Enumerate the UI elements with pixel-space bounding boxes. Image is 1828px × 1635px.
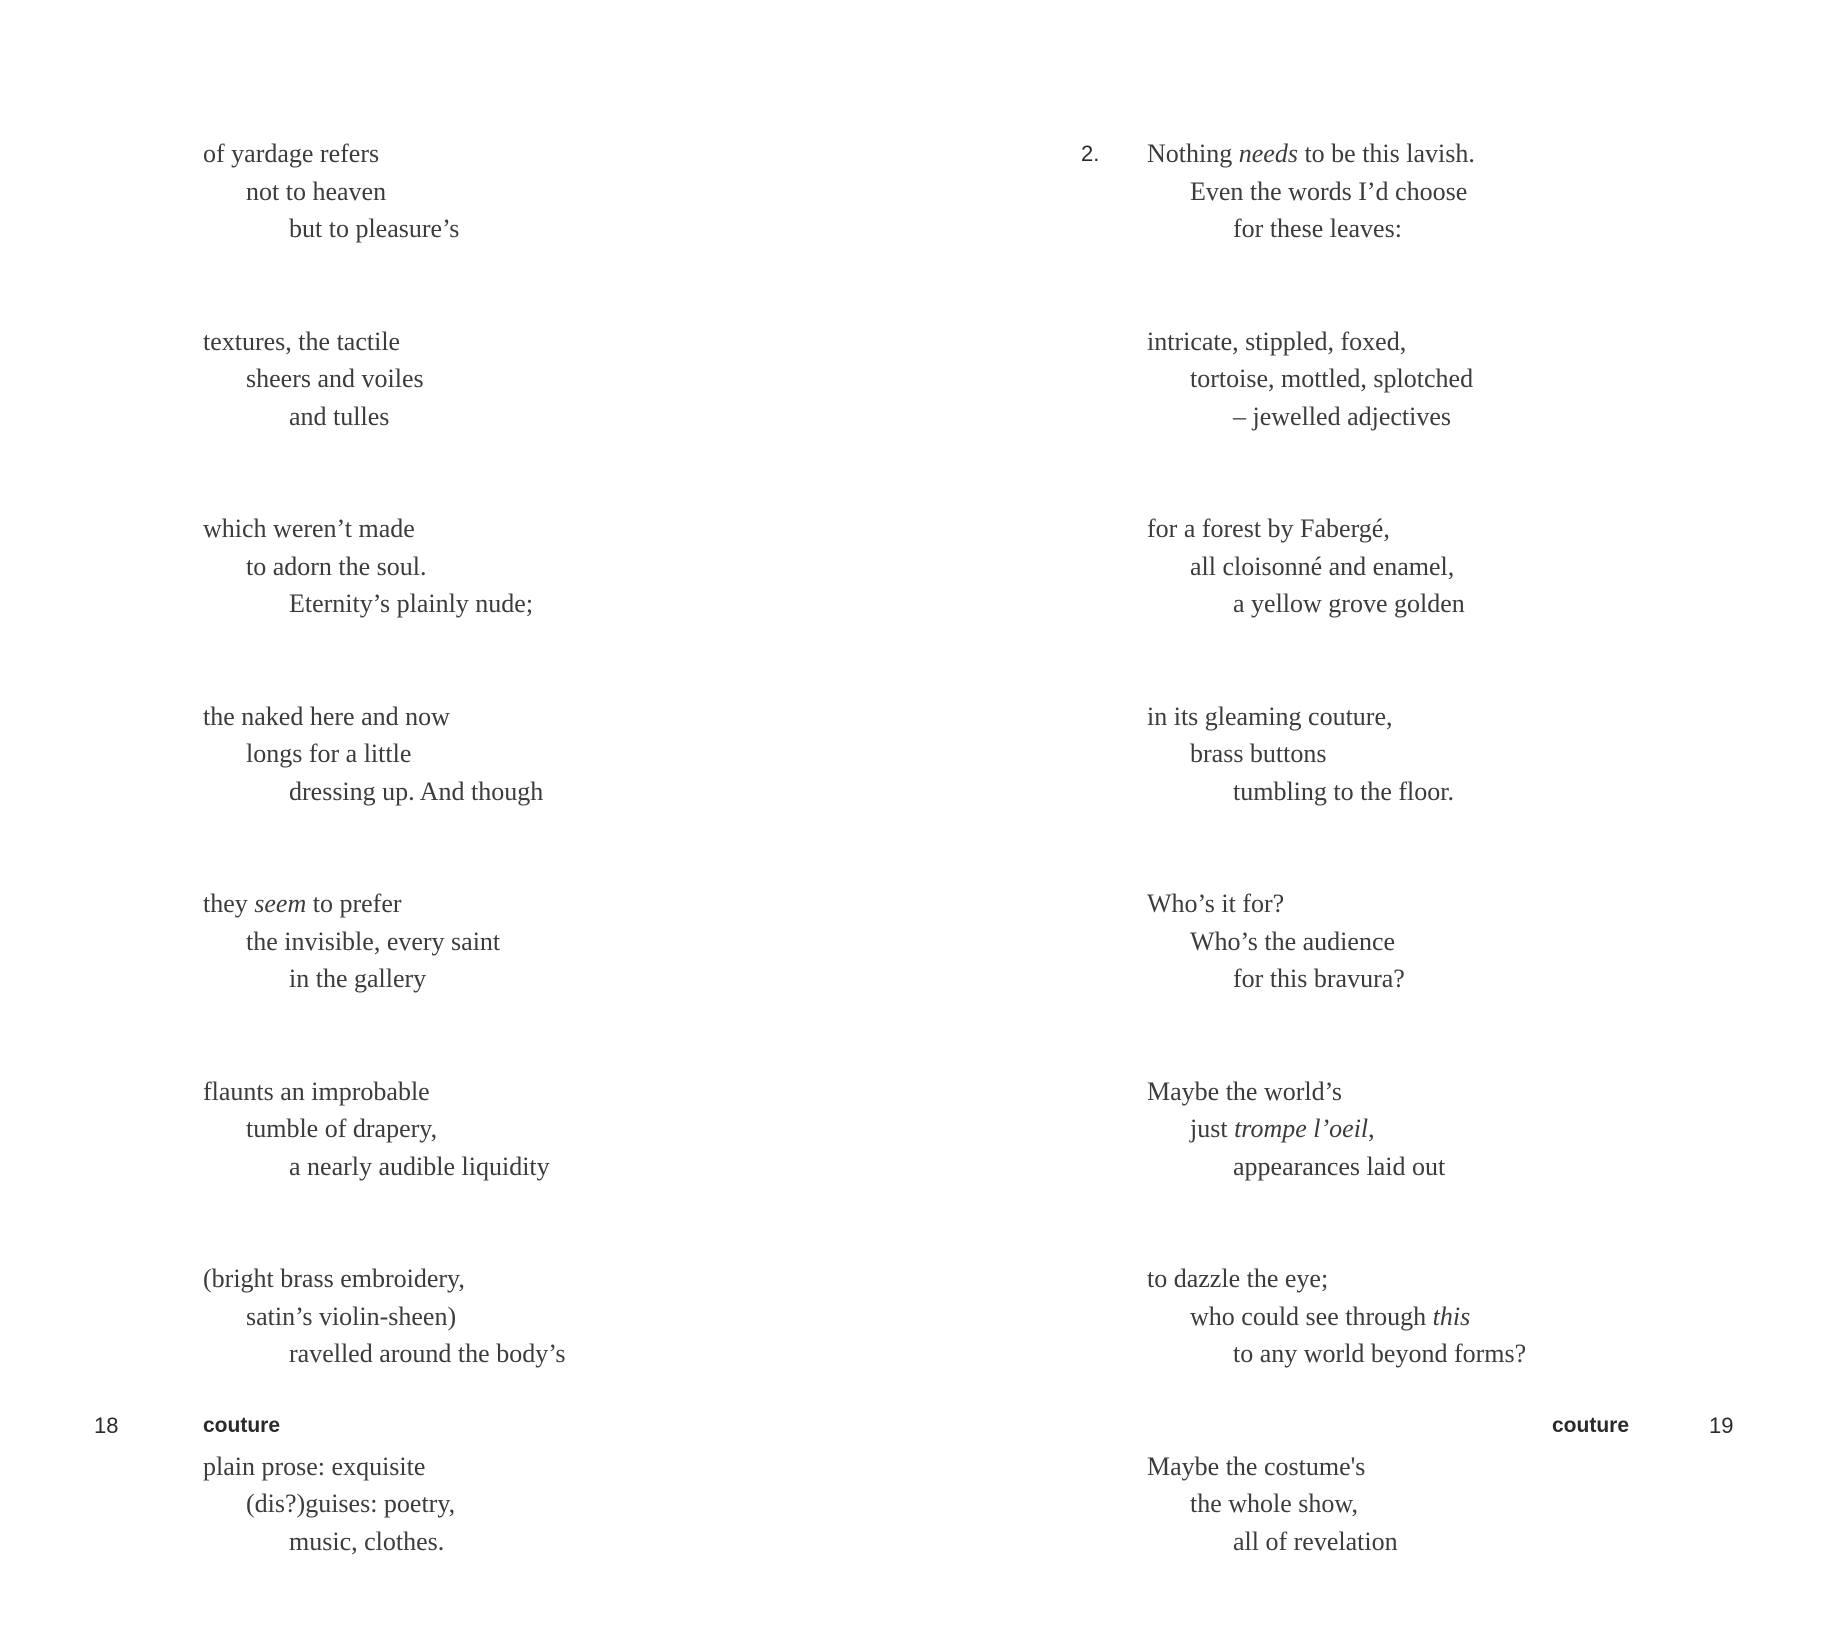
verse-line [1147, 1148, 1526, 1186]
verse-text: intricate, stippled, foxed, [1147, 326, 1407, 356]
verse-text: , [1368, 1114, 1375, 1143]
verse-line [203, 1298, 566, 1336]
verse-line [203, 735, 566, 773]
verse-line [1147, 1335, 1526, 1373]
verse-line [1147, 735, 1526, 773]
verse-text: Maybe the costume's [1147, 1451, 1366, 1481]
stanza [1147, 1448, 1526, 1561]
verse-line [203, 923, 566, 961]
verse-text: just [1190, 1114, 1235, 1143]
verse-text: the naked here and now [203, 701, 450, 731]
verse-text: Who’s it for? [1147, 889, 1285, 918]
verse-text: music, clothes. [289, 1526, 445, 1556]
verse-line [1147, 1073, 1526, 1111]
verse-text: to be this lavish. [1297, 139, 1475, 168]
verse-line [1147, 173, 1526, 211]
italic-text: needs [1238, 139, 1298, 168]
verse-text: who could see through [1190, 1301, 1433, 1331]
verse-text: for this bravura? [1233, 964, 1405, 993]
section-number: 2. [1081, 141, 1100, 166]
verse-text: they [203, 889, 255, 918]
verse-text: tumble of drapery, [246, 1114, 438, 1143]
stanza [1147, 510, 1526, 623]
stanza [1147, 885, 1526, 998]
italic-text: this [1432, 1301, 1471, 1331]
stanza [203, 885, 566, 998]
verse-text: Who’s the audience [1190, 926, 1396, 956]
verse-text: dressing up. And though [289, 776, 544, 806]
verse-line [1147, 548, 1526, 586]
verse-line [203, 510, 566, 548]
poem-body [1147, 135, 1526, 1635]
verse-line [203, 1335, 566, 1373]
verse-text: Even the words I’d choose [1190, 176, 1468, 206]
verse-text: appearances laid out [1233, 1151, 1446, 1181]
verse-line [203, 323, 566, 361]
italic-text: trompe l’oeil [1234, 1114, 1369, 1143]
stanza [1147, 1073, 1526, 1186]
verse-text: – jewelled adjectives [1233, 401, 1452, 431]
stanza [203, 1073, 566, 1186]
verse-line [203, 173, 566, 211]
verse-line [203, 1110, 566, 1148]
verse-line [203, 960, 566, 998]
stanza [203, 510, 566, 623]
verse-text: tumbling to the floor. [1233, 776, 1454, 806]
verse-text: to prefer [306, 889, 402, 918]
stanza [203, 323, 566, 436]
verse-line [203, 135, 566, 173]
verse-text: and tulles [289, 401, 390, 431]
verse-line [1147, 698, 1526, 736]
verse-text: all of revelation [1233, 1526, 1398, 1556]
stanza [1147, 323, 1526, 436]
verse-line [1147, 923, 1526, 961]
verse-line [1147, 210, 1526, 248]
page-number: 19 [1709, 1413, 1734, 1438]
verse-text: all cloisonné and enamel, [1190, 551, 1455, 581]
verse-line [1147, 960, 1526, 998]
verse-line [203, 698, 566, 736]
verse-text: sheers and voiles [246, 364, 424, 393]
stanza [1147, 135, 1526, 248]
stanza [203, 135, 566, 248]
verse-line [1147, 1260, 1526, 1298]
page-number: 18 [94, 1413, 119, 1438]
verse-line [1147, 585, 1526, 623]
left-page [0, 0, 914, 1556]
verse-line [1147, 323, 1526, 361]
running-head: couture [203, 1414, 281, 1437]
verse-line [1147, 1448, 1526, 1486]
verse-text: brass buttons [1190, 739, 1327, 768]
verse-text: for these leaves: [1233, 214, 1402, 243]
verse-text: for a forest by Fabergé, [1147, 514, 1390, 543]
verse-line [203, 1148, 566, 1186]
verse-text: (bright brass embroidery, [203, 1264, 465, 1293]
stanza [203, 1448, 566, 1561]
verse-text: the invisible, every saint [246, 926, 501, 956]
running-head: couture [1552, 1414, 1630, 1437]
verse-line [203, 585, 566, 623]
verse-text: (dis?)guises: poetry, [246, 1489, 456, 1518]
verse-line [203, 1448, 566, 1486]
right-page [914, 0, 1828, 1556]
verse-line [203, 1485, 566, 1523]
verse-text: longs for a little [246, 739, 412, 768]
verse-line [1147, 773, 1526, 811]
verse-line [203, 210, 566, 248]
stanza [1147, 698, 1526, 811]
verse-line [203, 1073, 566, 1111]
verse-text: to dazzle the eye; [1147, 1264, 1329, 1293]
stanza [1147, 1260, 1526, 1373]
verse-text: a yellow grove golden [1233, 589, 1465, 618]
verse-line [1147, 360, 1526, 398]
verse-text: a nearly audible liquidity [289, 1151, 550, 1181]
italic-text: seem [254, 889, 307, 918]
verse-text: textures, the tactile [203, 326, 401, 356]
verse-line [203, 1523, 566, 1561]
verse-line [203, 1260, 566, 1298]
verse-line [1147, 1298, 1526, 1336]
verse-line [203, 885, 566, 923]
verse-text: to adorn the soul. [246, 551, 427, 581]
verse-line [203, 773, 566, 811]
stanza [203, 698, 566, 811]
verse-line [1147, 1523, 1526, 1561]
verse-text: Eternity’s plainly nude; [289, 589, 534, 618]
verse-line [1147, 1485, 1526, 1523]
verse-text: the whole show, [1190, 1489, 1359, 1518]
verse-text: Nothing [1147, 139, 1239, 168]
verse-line [203, 398, 566, 436]
verse-text: satin’s violin-sheen) [246, 1301, 457, 1331]
verse-line [203, 548, 566, 586]
verse-text: in the gallery [289, 964, 427, 993]
verse-text: plain prose: exquisite [203, 1451, 426, 1481]
verse-line [1147, 135, 1526, 173]
verse-text: flaunts an improbable [203, 1076, 430, 1106]
verse-text: in its gleaming couture, [1147, 701, 1393, 731]
verse-text: ravelled around the body’s [289, 1339, 566, 1368]
stanza [203, 1260, 566, 1373]
verse-line [1147, 398, 1526, 436]
verse-line [1147, 885, 1526, 923]
verse-text: which weren’t made [203, 514, 415, 543]
poem-body [203, 135, 566, 1635]
verse-text: but to pleasure’s [289, 214, 460, 243]
verse-line [1147, 1110, 1526, 1148]
verse-text: Maybe the world’s [1147, 1076, 1342, 1106]
verse-line [203, 360, 566, 398]
verse-text: tortoise, mottled, splotched [1190, 364, 1474, 393]
verse-text: not to heaven [246, 176, 387, 206]
verse-line [1147, 510, 1526, 548]
verse-text: of yardage refers [203, 139, 380, 168]
verse-text: to any world beyond forms? [1233, 1339, 1527, 1368]
